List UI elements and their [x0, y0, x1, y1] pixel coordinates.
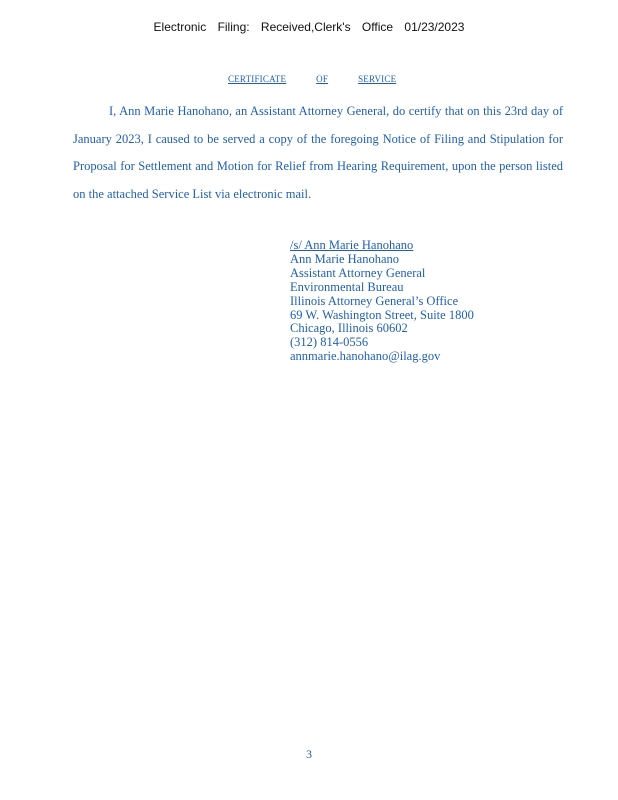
certificate-paragraph: I, Ann Marie Hanohano, an Assistant Attorney General, do certify that on this 23rd day of January 2023, I caused to be served a copy of the foregoing Notice of Filing and Stipulation for Proposal for Settlement and Motion for Relief from Hearing Requirement, upon the person listed on the attached Service List via electronic mail. — [73, 104, 563, 201]
electronic-signature: /s/ Ann Marie Hanohano — [290, 238, 414, 252]
signer-office: Illinois Attorney General’s Office — [290, 293, 459, 308]
certificate-title-word-1: CERTIFICATE — [228, 74, 287, 84]
signer-street: 69 W. Washington Street, Suite 1800 — [290, 307, 474, 322]
header-date: 01/23/2023 — [404, 20, 465, 34]
signer-title: Assistant Attorney General — [290, 265, 426, 280]
header-filing: Filing: — [217, 20, 250, 34]
certificate-title-word-3: SERVICE — [358, 74, 397, 84]
header-received-clerks: Received,Clerk's — [260, 20, 351, 34]
certificate-title-word-2: OF — [316, 74, 329, 84]
signer-city: Chicago, Illinois 60602 — [290, 321, 408, 336]
signer-bureau: Environmental Bureau — [290, 279, 404, 294]
page-number: 3 — [306, 747, 312, 761]
signer-phone: (312) 814-0556 — [290, 335, 369, 350]
signer-email[interactable]: annmarie.hanohano@ilag.gov — [290, 349, 441, 364]
certificate-title — [228, 74, 397, 84]
header-office: Office — [361, 20, 394, 34]
certificate-body — [73, 98, 563, 208]
header-electronic: Electronic — [153, 20, 207, 34]
signer-name: Ann Marie Hanohano — [290, 251, 399, 266]
electronic-filing-header — [0, 20, 618, 34]
signature-block — [290, 239, 474, 364]
